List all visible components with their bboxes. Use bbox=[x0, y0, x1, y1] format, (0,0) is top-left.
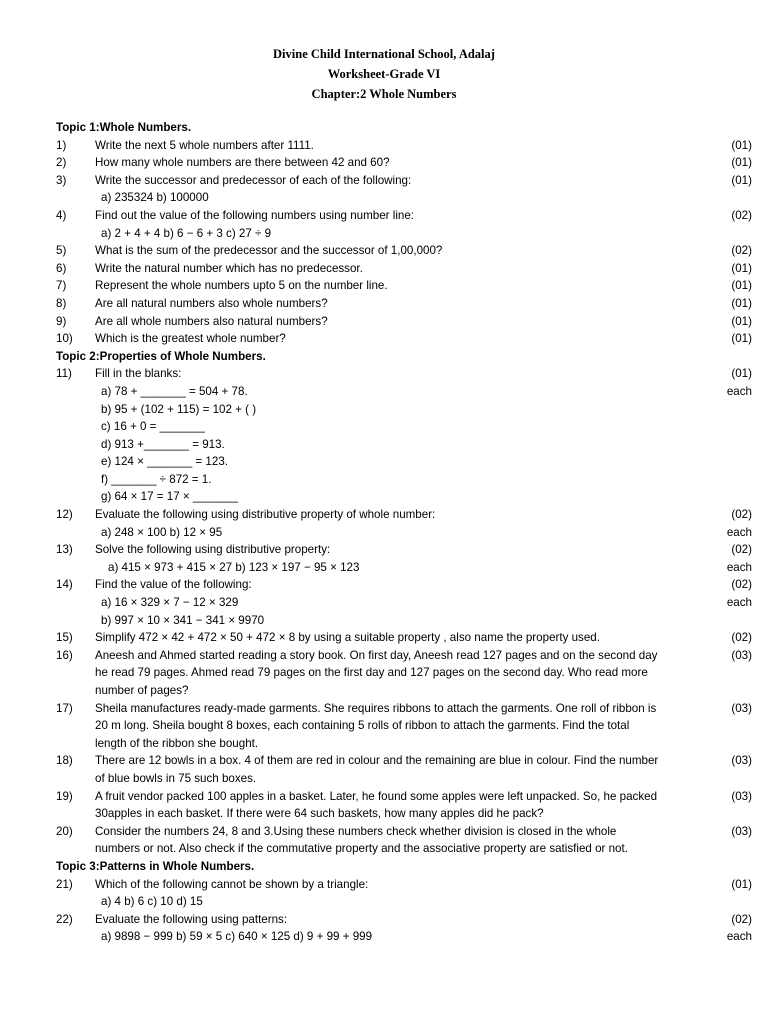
marks-label: each bbox=[726, 384, 752, 398]
question-number: 11) bbox=[56, 367, 72, 381]
question-number: 10) bbox=[56, 332, 73, 346]
question-number: 9) bbox=[56, 314, 67, 328]
question-number: 7) bbox=[56, 279, 67, 293]
question-list bbox=[56, 119, 756, 946]
question-number: 18) bbox=[56, 754, 73, 768]
marks-label: (01) bbox=[731, 156, 752, 170]
marks-label: (02) bbox=[731, 244, 752, 258]
question-line bbox=[56, 805, 756, 823]
question-row bbox=[56, 330, 756, 348]
question-number: 22) bbox=[56, 912, 73, 926]
marks-label: (01) bbox=[731, 261, 752, 275]
question-text: a) 78 + _______ = 504 + 78. bbox=[101, 384, 248, 398]
marks-label: each bbox=[726, 596, 752, 610]
question-row bbox=[56, 700, 756, 718]
marks-label: (01) bbox=[731, 367, 752, 381]
question-number: 8) bbox=[56, 296, 67, 310]
marks-label: (03) bbox=[731, 789, 752, 803]
question-number: 15) bbox=[56, 631, 73, 645]
question-line bbox=[56, 418, 756, 436]
question-line bbox=[56, 664, 756, 682]
topic-heading bbox=[56, 119, 756, 137]
question-text: 20 m long. Sheila bought 8 boxes, each containing 5 rolls of ribbon to attach the garments. Find the total bbox=[95, 719, 630, 733]
question-text: Find out the value of the following numbers using number line: bbox=[95, 208, 415, 222]
question-text: a) 2 + 4 + 4 b) 6 − 6 + 3 c) 27 ÷ 9 bbox=[101, 226, 272, 240]
question-line bbox=[56, 436, 756, 454]
question-text: numbers or not. Also check if the commutative property and the associative property are satisfied or not. bbox=[95, 842, 628, 856]
question-text: Consider the numbers 24, 8 and 3.Using these numbers check whether division is closed in the whole bbox=[95, 824, 617, 838]
question-number: 2) bbox=[56, 156, 67, 170]
question-text: number of pages? bbox=[95, 684, 189, 697]
marks-label: (02) bbox=[731, 208, 752, 222]
marks-label: (02) bbox=[731, 578, 752, 592]
question-row bbox=[56, 295, 756, 313]
question-text: Sheila manufactures ready-made garments. She requires ribbons to attach the garments. One roll of ribbon is bbox=[95, 701, 657, 715]
question-line bbox=[56, 893, 756, 911]
question-text: a) 248 × 100 b) 12 × 95 bbox=[101, 525, 223, 539]
question-number: 19) bbox=[56, 789, 73, 803]
question-row bbox=[56, 172, 756, 190]
question-line bbox=[56, 770, 756, 788]
question-text: Find the value of the following: bbox=[95, 578, 252, 592]
question-number: 1) bbox=[56, 138, 67, 152]
question-text: Write the next 5 whole numbers after 1111. bbox=[95, 138, 314, 152]
marks-label: (02) bbox=[731, 543, 752, 557]
marks-label: (01) bbox=[731, 138, 752, 152]
question-text: a) 16 × 329 × 7 − 12 × 329 bbox=[101, 596, 239, 610]
question-text: a) 415 × 973 + 415 × 27 b) 123 × 197 − 95 × 123 bbox=[108, 560, 360, 574]
question-text: b) 997 × 10 × 341 − 341 × 9970 bbox=[101, 613, 265, 627]
question-text: Fill in the blanks: bbox=[95, 367, 182, 381]
question-text: Evaluate the following using distributive property of whole number: bbox=[95, 508, 436, 522]
question-line bbox=[56, 488, 756, 506]
question-line bbox=[56, 594, 756, 612]
topic-heading bbox=[56, 858, 756, 876]
question-row bbox=[56, 629, 756, 647]
question-row bbox=[56, 365, 756, 383]
question-text: he read 79 pages. Ahmed read 79 pages on the first day and 127 pages on the second day. Who read more bbox=[95, 666, 648, 680]
question-number: 16) bbox=[56, 648, 73, 662]
marks-label: each bbox=[726, 560, 752, 574]
question-number: 20) bbox=[56, 824, 73, 838]
marks-label: (01) bbox=[731, 173, 752, 187]
question-row bbox=[56, 823, 756, 841]
question-row bbox=[56, 154, 756, 172]
marks-label: (01) bbox=[731, 877, 752, 891]
question-text: b) 95 + (102 + 115) = 102 + ( ) bbox=[101, 402, 257, 416]
question-row bbox=[56, 788, 756, 806]
question-text: There are 12 bowls in a box. 4 of them are red in colour and the remaining are blue in colour. Find the number bbox=[95, 754, 659, 768]
question-line bbox=[56, 717, 756, 735]
marks-label: (01) bbox=[731, 332, 752, 346]
question-row bbox=[56, 207, 756, 225]
question-text: f) _______ ÷ 872 = 1. bbox=[101, 472, 212, 486]
question-text: Simplify 472 × 42 + 472 × 50 + 472 × 8 by using a suitable property , also name the property used. bbox=[95, 631, 600, 645]
question-row bbox=[56, 277, 756, 295]
topic-title: Topic 2:Properties of Whole Numbers. bbox=[56, 349, 266, 363]
marks-label: (03) bbox=[731, 648, 752, 662]
marks-label: each bbox=[726, 930, 752, 944]
question-number: 17) bbox=[56, 701, 73, 715]
marks-label: (02) bbox=[731, 631, 752, 645]
question-text: Which of the following cannot be shown by a triangle: bbox=[95, 877, 369, 891]
topic-title: Topic 3:Patterns in Whole Numbers. bbox=[56, 859, 255, 873]
question-row bbox=[56, 541, 756, 559]
marks-label: (01) bbox=[731, 296, 752, 310]
question-number: 12) bbox=[56, 508, 73, 522]
question-text: A fruit vendor packed 100 apples in a basket. Later, he found some apples were left unpacked. So, he packed bbox=[95, 789, 658, 803]
question-number: 6) bbox=[56, 261, 67, 275]
question-line bbox=[56, 225, 756, 243]
question-line bbox=[56, 840, 756, 858]
question-text: e) 124 × _______ = 123. bbox=[101, 455, 228, 469]
question-text: Are all whole numbers also natural numbers? bbox=[95, 314, 328, 328]
question-text: Write the natural number which has no predecessor. bbox=[95, 261, 363, 275]
marks-label: (01) bbox=[731, 314, 752, 328]
question-line bbox=[56, 401, 756, 419]
question-text: c) 16 + 0 = _______ bbox=[101, 420, 205, 434]
question-line bbox=[56, 453, 756, 471]
question-text: length of the ribbon she bought. bbox=[95, 736, 259, 750]
question-text: What is the sum of the predecessor and the successor of 1,00,000? bbox=[95, 244, 443, 258]
question-line bbox=[56, 682, 756, 700]
marks-label: each bbox=[726, 525, 752, 539]
question-line bbox=[56, 612, 756, 630]
question-row bbox=[56, 313, 756, 331]
question-row bbox=[56, 911, 756, 929]
question-text: a) 4 b) 6 c) 10 d) 15 bbox=[101, 895, 203, 909]
question-row bbox=[56, 242, 756, 260]
topic-title: Topic 1:Whole Numbers. bbox=[56, 121, 192, 134]
question-text: How many whole numbers are there between 42 and 60? bbox=[95, 156, 390, 170]
question-row bbox=[56, 876, 756, 894]
question-text: a) 235324 b) 100000 bbox=[101, 191, 209, 205]
topic-heading bbox=[56, 348, 756, 366]
question-number: 21) bbox=[56, 877, 73, 891]
question-number: 5) bbox=[56, 244, 67, 258]
question-text: Solve the following using distributive property: bbox=[95, 543, 331, 557]
marks-label: (01) bbox=[731, 279, 752, 293]
marks-label: (02) bbox=[731, 508, 752, 522]
question-line bbox=[56, 735, 756, 753]
question-text: Represent the whole numbers upto 5 on the number line. bbox=[95, 279, 388, 293]
question-text: a) 9898 − 999 b) 59 × 5 c) 640 × 125 d) 9 + 99 + 999 bbox=[101, 930, 373, 944]
marks-label: (02) bbox=[731, 912, 752, 926]
chapter-title: Chapter:2 Whole Numbers bbox=[311, 87, 457, 101]
question-text: g) 64 × 17 = 17 × _______ bbox=[101, 490, 238, 504]
question-line bbox=[56, 189, 756, 207]
question-text: of blue bowls in 75 such boxes. bbox=[95, 771, 257, 785]
question-number: 4) bbox=[56, 208, 67, 222]
question-text: Are all natural numbers also whole numbers? bbox=[95, 296, 328, 310]
question-text: Aneesh and Ahmed started reading a story book. On first day, Aneesh read 127 pages and on the second day bbox=[95, 648, 658, 662]
school-name: Divine Child International School, Adalaj bbox=[273, 47, 495, 61]
question-number: 14) bbox=[56, 578, 73, 592]
question-row bbox=[56, 260, 756, 278]
question-number: 3) bbox=[56, 173, 67, 187]
marks-label: (03) bbox=[731, 824, 752, 838]
question-line bbox=[56, 559, 756, 577]
question-text: Write the successor and predecessor of each of the following: bbox=[95, 173, 412, 187]
question-line bbox=[56, 383, 756, 401]
question-line bbox=[56, 928, 756, 946]
question-row bbox=[56, 137, 756, 155]
question-row bbox=[56, 576, 756, 594]
question-text: 30apples in each basket. If there were 64 such baskets, how many apples did he pack? bbox=[95, 807, 544, 821]
question-text: d) 913 +_______ = 913. bbox=[101, 437, 225, 451]
question-line bbox=[56, 524, 756, 542]
question-row bbox=[56, 506, 756, 524]
question-line bbox=[56, 471, 756, 489]
marks-label: (03) bbox=[731, 754, 752, 768]
marks-label: (03) bbox=[731, 701, 752, 715]
question-number: 13) bbox=[56, 543, 73, 557]
worksheet-header bbox=[0, 44, 768, 104]
worksheet-title: Worksheet-Grade VI bbox=[327, 67, 441, 81]
question-text: Which is the greatest whole number? bbox=[95, 332, 286, 346]
question-row bbox=[56, 752, 756, 770]
question-row bbox=[56, 647, 756, 665]
question-text: Evaluate the following using patterns: bbox=[95, 912, 288, 926]
